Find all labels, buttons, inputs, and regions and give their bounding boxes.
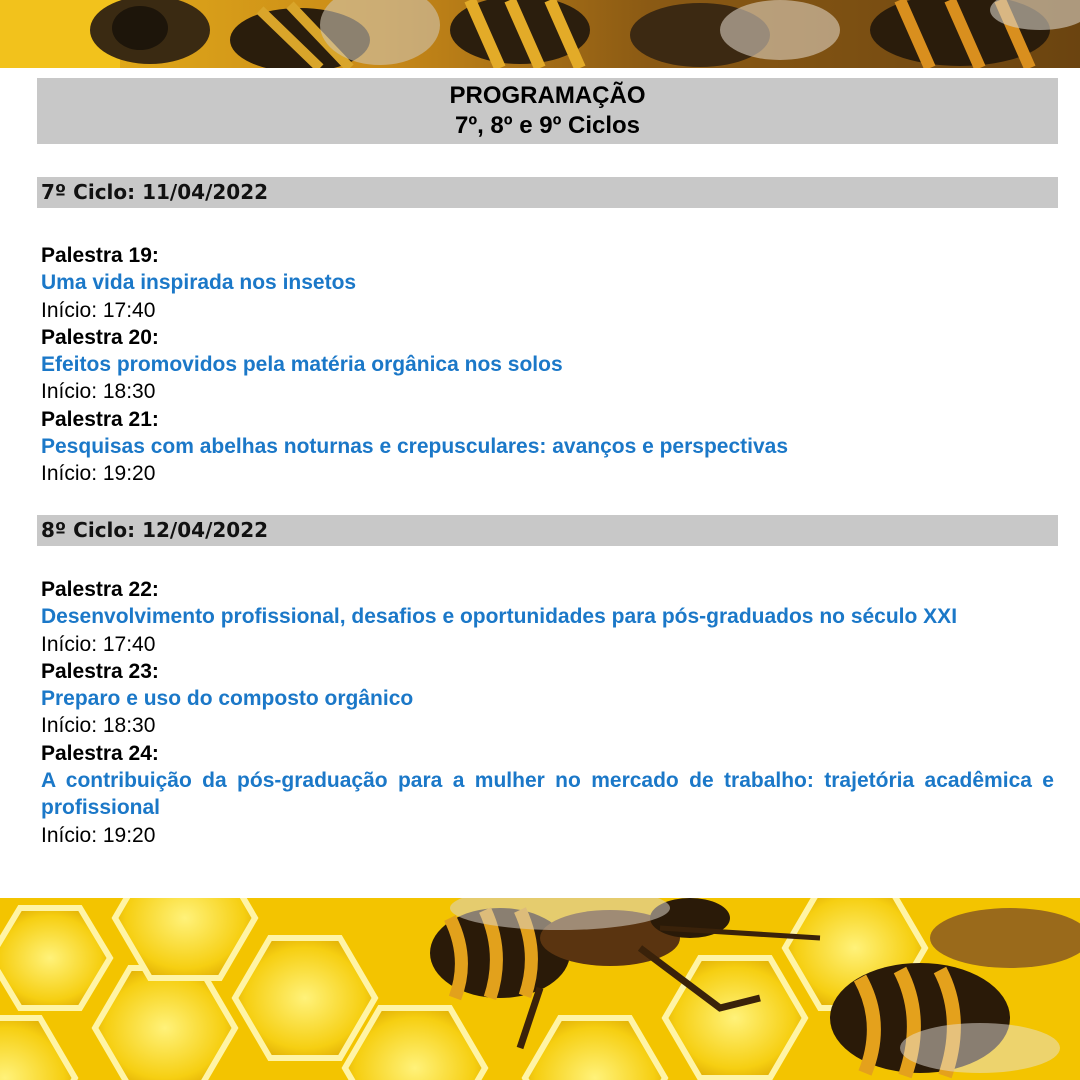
lecture-start-time: Início: 18:30: [41, 380, 156, 404]
lecture-start-time: Início: 19:20: [41, 462, 156, 486]
lecture-item: [41, 658, 1054, 740]
lecture-title: Uma vida inspirada nos insetos: [41, 271, 357, 295]
lecture-title: Efeitos promovidos pela matéria orgânica nos solos: [41, 353, 563, 377]
lecture-title: Desenvolvimento profissional, desafios e oportunidades para pós-graduados no século XXI: [41, 605, 958, 629]
lecture-label: Palestra 22:: [41, 578, 159, 601]
lecture-item: [41, 242, 1054, 324]
cycle-header: 7º Ciclo: 11/04/2022: [37, 177, 1058, 208]
top-bees-banner: [0, 0, 1080, 68]
cycle-8-sessions: [41, 576, 1054, 849]
lecture-label: Palestra 21:: [41, 407, 159, 431]
lecture-label: Palestra 24:: [41, 741, 159, 765]
lecture-start-time: Início: 17:40: [41, 632, 156, 656]
lecture-start-time: Início: 19:20: [41, 823, 156, 847]
lecture-item: [41, 576, 1054, 658]
cycle-header: 8º Ciclo: 12/04/2022: [37, 515, 1058, 546]
programme-sheet: [0, 68, 1080, 898]
lecture-title: Pesquisas com abelhas noturnas e crepusculares: avanços e perspectivas: [41, 435, 789, 459]
lecture-item: [41, 740, 1054, 849]
page-title-box: [37, 78, 1058, 144]
page-title: PROGRAMAÇÃO: [449, 82, 646, 109]
lecture-title: A contribuição da pós-graduação para a mulher no mercado de trabalho: trajetória acadêmica e profissional: [41, 769, 1054, 820]
cycle-7-sessions: [41, 242, 1054, 488]
lecture-start-time: Início: 17:40: [41, 298, 156, 322]
lecture-item: [41, 324, 1054, 406]
lecture-item: [41, 406, 1054, 488]
lecture-label: Palestra 19:: [41, 244, 159, 267]
lecture-label: Palestra 23:: [41, 659, 159, 683]
lecture-label: Palestra 20:: [41, 325, 159, 349]
page-subtitle: 7º, 8º e 9º Ciclos: [454, 112, 641, 139]
bottom-bees-banner: [0, 898, 1080, 1080]
lecture-title: Preparo e uso do composto orgânico: [41, 687, 414, 711]
bees-honeycomb-image: [0, 0, 1080, 68]
lecture-start-time: Início: 18:30: [41, 714, 156, 738]
bees-honeycomb-image: [0, 898, 1080, 1080]
